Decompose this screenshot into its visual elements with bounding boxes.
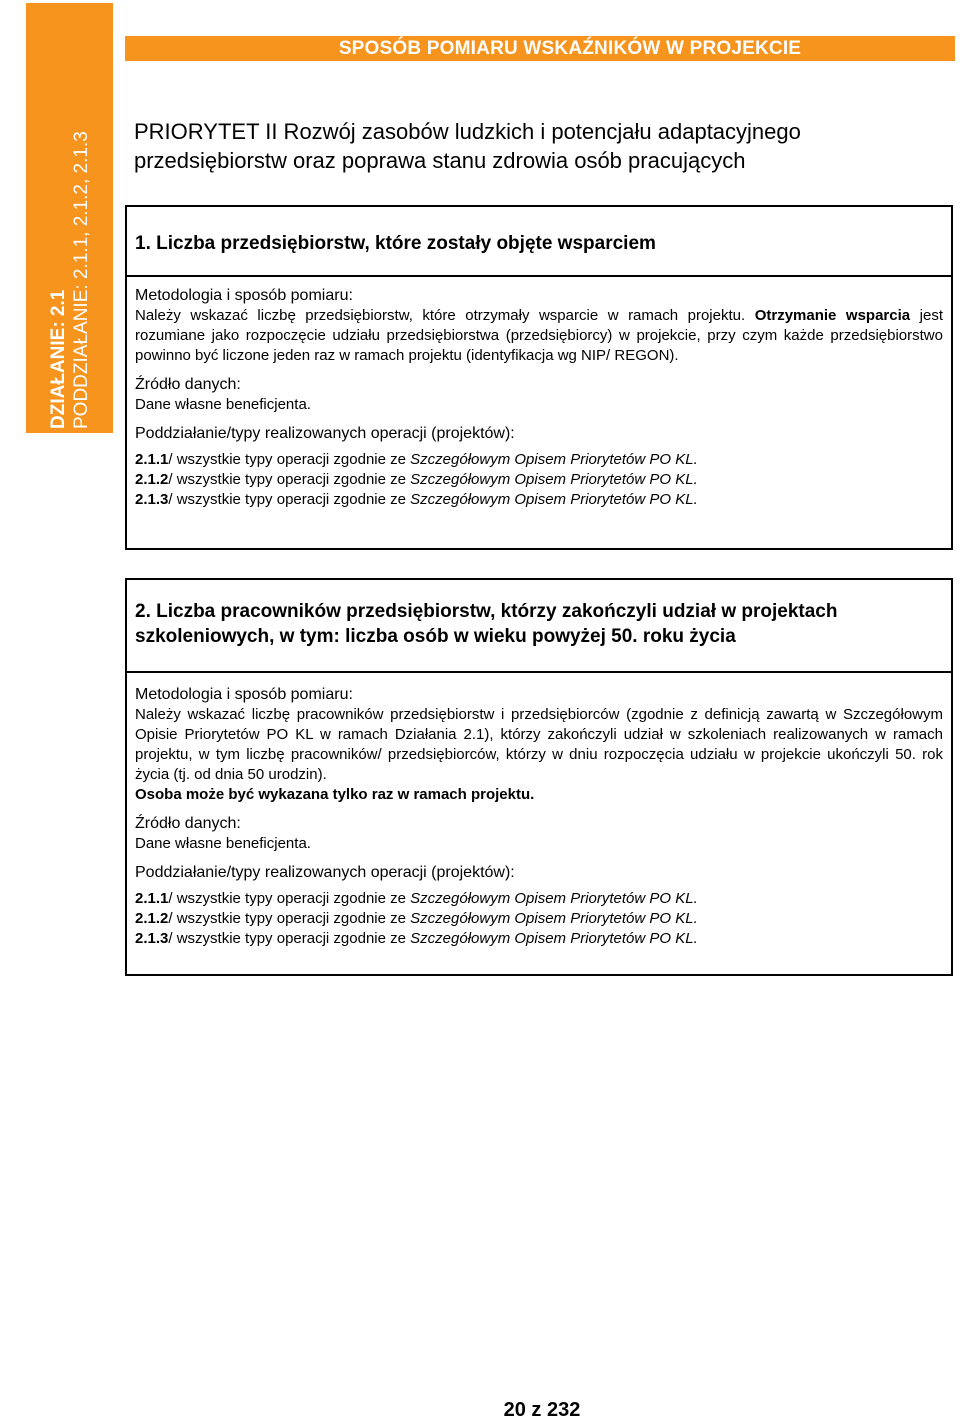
sidebar-banner [26,3,113,433]
list-item [135,450,943,470]
indicator-box-2 [125,578,953,976]
indicator-2-source-label: Źródło danych: [135,815,241,832]
indicator-1-title-text: 1. Liczba przedsiębiorstw, które zostały objęte wsparciem [135,233,656,254]
item-code: 2.1.3 [135,491,169,508]
item-code: 2.1.3 [135,930,169,947]
indicator-1-source-text: Dane własne beneficjenta. [135,396,311,413]
indicator-2-method-text: Należy wskazać liczbę pracowników przedsiębiorstw i przedsiębiorców (zgodnie z definicją zawartą w Szczegółowym Opisie Priorytetów PO KL w ramach Działania 2.1), którzy zakończyli udział w szkoleniach realizowanych w ramach projektu, w tym liczbę pracowników/ przedsiębiorców, którzy w dniu rozpoczęcia udziału w projekcie ukończyli 50. rok życia (tj. od dnia 50 urodzin). [135,706,943,783]
priority-title [134,117,954,175]
method-text-bold: Otrzymanie wsparcia [754,307,911,324]
sidebar-label [26,3,113,433]
list-item [135,470,943,490]
list-item [135,909,943,929]
indicator-1-source-label: Źródło danych: [135,376,241,393]
sidebar-line-poddzialanie: PODDZIAŁANIE: 2.1.1, 2.1.2, 2.1.3 [70,131,92,429]
indicator-2-sub-label: Poddziałanie/typy realizowanych operacji (projektów): [135,864,515,881]
item-code: 2.1.1 [135,451,169,468]
item-code: 2.1.2 [135,910,169,927]
item-ref: Szczegółowym Opisem Priorytetów PO KL. [410,471,698,488]
list-item [135,889,943,909]
indicator-1-operation-list [135,450,943,510]
indicator-2-title-line1: 2. Liczba pracowników przedsiębiorstw, którzy zakończyli udział w projektach [135,601,838,622]
indicator-1-method-text [135,306,943,366]
indicator-2-title-line2: szkoleniowych, w tym: liczba osób w wieku powyżej 50. roku życia [135,626,736,647]
item-ref: Szczegółowym Opisem Priorytetów PO KL. [410,910,698,927]
item-ref: Szczegółowym Opisem Priorytetów PO KL. [410,491,698,508]
indicator-1-sub-label: Poddziałanie/typy realizowanych operacji (projektów): [135,425,515,442]
indicator-2-note [135,785,943,805]
priority-title-line2: przedsiębiorstw oraz poprawa stanu zdrowia osób pracujących [134,148,746,173]
item-ref: Szczegółowym Opisem Priorytetów PO KL. [410,890,698,907]
header-title: SPOSÓB POMIARU WSKAŹNIKÓW W PROJEKCIE [338,38,802,59]
method-text-part: Należy wskazać liczbę przedsiębiorstw, które otrzymały wsparcie w ramach projektu. [135,307,755,324]
item-text: / wszystkie typy operacji zgodnie ze [168,491,411,508]
item-text: / wszystkie typy operacji zgodnie ze [168,451,411,468]
list-item [135,490,943,510]
sidebar-line-dzialanie: DZIAŁANIE: 2.1 [47,289,69,429]
item-ref: Szczegółowym Opisem Priorytetów PO KL. [410,451,698,468]
indicator-2-method-label: Metodologia i sposób pomiaru: [135,686,353,703]
method-text-part: jest rozumiane jako rozpoczęcie udziału przedsiębiorstwa (przedsiębiorcy) w projekcie, przy czym każde przedsiębiorstwo powinno być liczone jeden raz w ramach projektu (identyfikacja wg NIP/ REGON). [135,307,943,364]
list-item [135,929,943,949]
item-text: / wszystkie typy operacji zgodnie ze [168,910,411,927]
note-text: Osoba może być wykazana tylko raz w ramach projektu. [135,786,535,803]
header-bar [125,36,955,61]
item-ref: Szczegółowym Opisem Priorytetów PO KL. [410,930,698,947]
indicator-2-body [127,673,951,949]
indicator-1-method-label: Metodologia i sposób pomiaru: [135,287,353,304]
indicator-2-source-text: Dane własne beneficjenta. [135,835,311,852]
priority-title-line1: PRIORYTET II Rozwój zasobów ludzkich i potencjału adaptacyjnego [134,119,801,144]
indicator-box-1 [125,205,953,550]
item-text: / wszystkie typy operacji zgodnie ze [168,471,411,488]
item-code: 2.1.2 [135,471,169,488]
item-text: / wszystkie typy operacji zgodnie ze [168,930,411,947]
indicator-2-title [127,580,951,673]
indicator-2-operation-list [135,889,943,949]
item-code: 2.1.1 [135,890,169,907]
item-text: / wszystkie typy operacji zgodnie ze [168,890,411,907]
indicator-1-body [127,277,951,510]
indicator-1-title [127,207,951,277]
page-number: 20 z 232 [503,1399,581,1421]
